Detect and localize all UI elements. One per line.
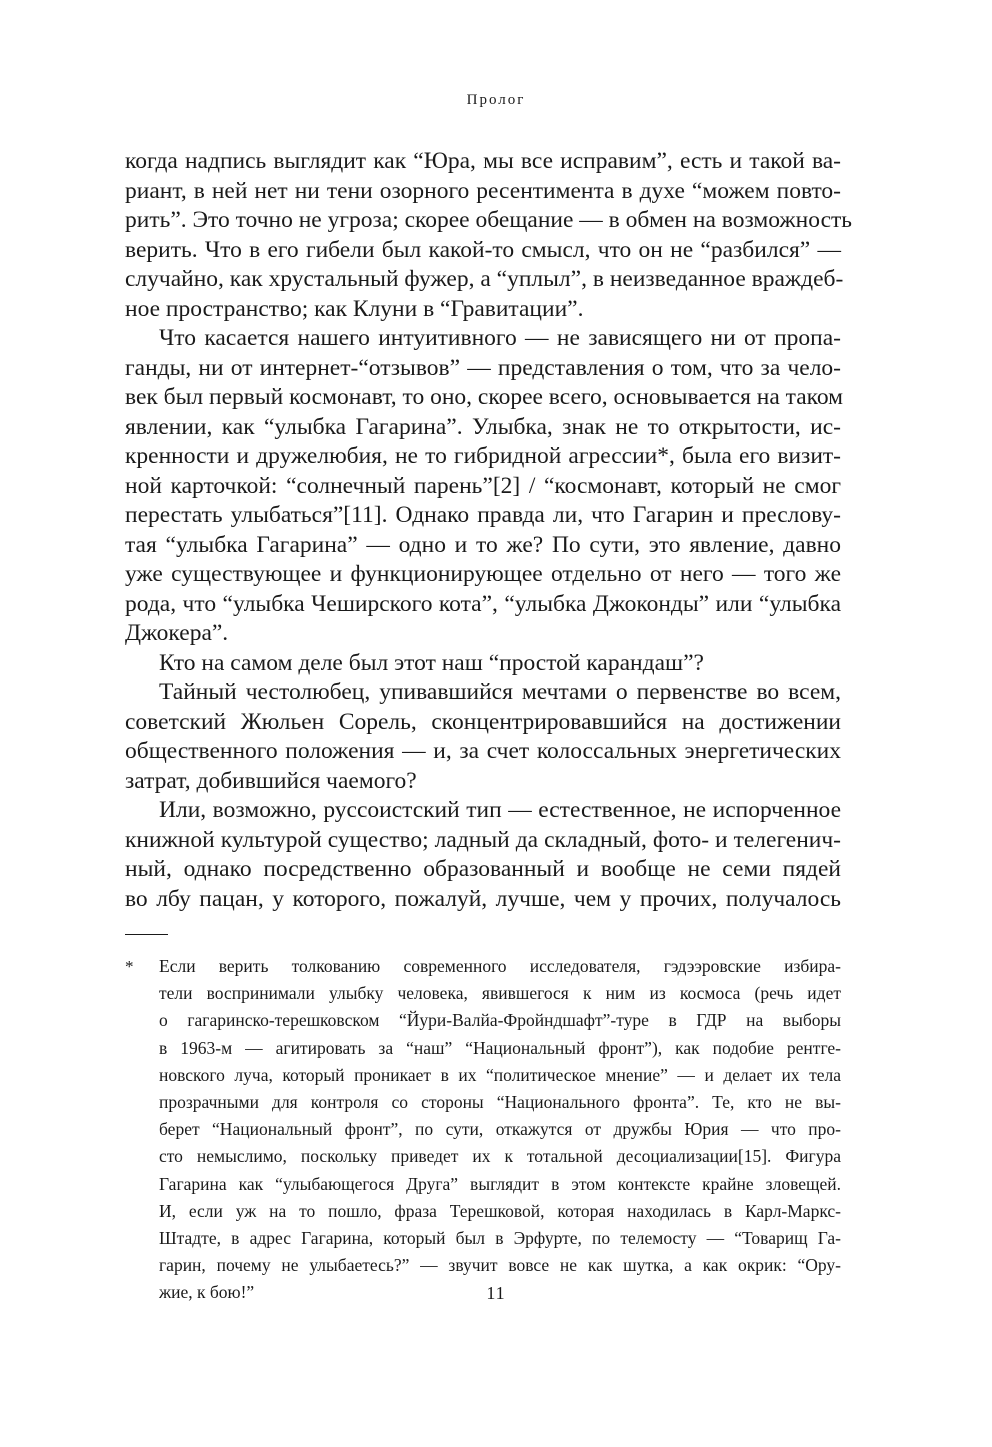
footnote-line: Штадте, в адрес Гагарина, который был в Эрфурте, по телемосту — “Товарищ Га- [159,1228,841,1249]
text-line: верить. Что в его гибели был какой-то смысл, что он не “разбился” — [125,236,841,263]
text-line: Кто на самом деле был этот наш “простой карандаш”? [159,649,704,676]
text-line: ное пространство; как Клуни в “Гравитации”. [125,295,584,322]
footnote-marker: * [125,957,134,976]
page-number: 11 [486,1283,506,1303]
text-line: век был первый космонавт, то оно, скорее всего, основывается на таком [125,384,844,410]
text-line: кренности и дружелюбия, не то гибридной агрессии*, была его визит- [125,443,841,469]
paragraph [125,324,844,649]
text-line: случайно, как хрустальный фужер, а “уплыл”, в неизведанное враждеб- [125,266,844,292]
footnote-line: берет “Национальный фронт”, по сути, откажутся от дружбы Юрия — что про- [159,1119,841,1140]
footnote-line: в 1963-м — агитировать за “наш” “Национальный фронт”), как подобие рентге- [159,1037,841,1058]
footnote-line: о гагаринско-терешковском “Йури-Валйа-Фройндшафт”-туре в ГДР на выборы [159,1010,841,1031]
text-line: рить”. Это точно не угроза; скорее обещание — в обмен на возможность [125,207,852,233]
footnote-line: прозрачными для контроля со стороны “Национального фронта”. Те, кто не вы- [159,1092,841,1113]
footnote-divider [125,934,168,935]
text-line: риант, в ней нет ни тени озорного ресентимента в духе “можем повто- [125,177,841,204]
footnote-line: жие, к бою!” [159,1282,255,1303]
text-line: ганды, ни от интернет-“отзывов” — представления о том, что за чело- [125,354,841,381]
text-line: во лбу пацан, у которого, пожалуй, лучше, чем у прочих, получалось [125,885,841,912]
paragraph [125,649,841,679]
footnote-line: Гагарина как “улыбающегося Друга” выглядит в этом контексте крайне зловещей. [159,1173,841,1194]
text-line: ной карточкой: “солнечный парень”[2] / “космонавт, который не смог [125,472,841,499]
text-line: общественного положения — и, за счет колоссальных энергетических [125,738,841,764]
paragraph [125,796,841,914]
footnote-line: И, если уж на то пошло, фраза Терешковой, которая находилась в Карл-Маркс- [159,1200,841,1221]
text-line: Тайный честолюбец, упивавшийся мечтами о первенстве во всем, [159,679,841,705]
text-line: ный, однако посредственно образованный и вообще не семи пядей [125,856,841,882]
text-line: когда надпись выглядит как “Юра, мы все исправим”, есть и такой ва- [125,148,841,174]
text-line: Джокера”. [125,620,229,646]
paragraph [125,147,852,324]
footnote-line: новского луча, который проникает в их “политическое мнение” — и делает их тела [159,1064,841,1085]
text-line: книжной культурой существо; ладный да складный, фото- и телегенич- [125,826,841,853]
text-line: уже существующее и функционирующее отдельно от него — того же [125,561,841,587]
text-line: перестать улыбаться”[11]. Однако правда ли, что Гагарин и преслову- [125,502,841,528]
text-line: Что касается нашего интуитивного — не зависящего ни от пропа- [159,325,841,351]
footnote-body [159,953,841,1307]
text-line: тая “улыбка Гагарина” — одно и то же? По сути, это явление, давно [125,531,841,558]
running-head: Пролог [466,92,526,108]
footnote-line: гарин, почему не улыбаетесь?” — звучит вовсе не как шутка, а как окрик: “Ору- [159,1255,841,1276]
text-line: советский Жюльен Сорель, сконцентрировавшийся на достижении [125,708,841,735]
main-text [125,147,852,914]
footnote-line: Если верить толкованию современного исследователя, гэдээровские избира- [159,956,841,976]
text-line: рода, что “улыбка Чеширского кота”, “улыбка Джоконды” или “улыбка [125,590,841,617]
text-line: затрат, добившийся чаемого? [125,767,417,794]
footnote-line: тели воспринимали улыбку человека, явившегося к ним из космоса (речь идет [159,983,841,1004]
text-line: Или, возможно, руссоистский тип — естественное, не испорченное [159,797,841,823]
text-line: явлении, как “улыбка Гагарина”. Улыбка, знак не то открытости, ис- [125,413,841,440]
footnote [125,953,841,1307]
footnote-line: сто немыслимо, поскольку приведет их к тотальной десоциализации[15]. Фигура [159,1146,841,1167]
paragraph [125,678,841,796]
